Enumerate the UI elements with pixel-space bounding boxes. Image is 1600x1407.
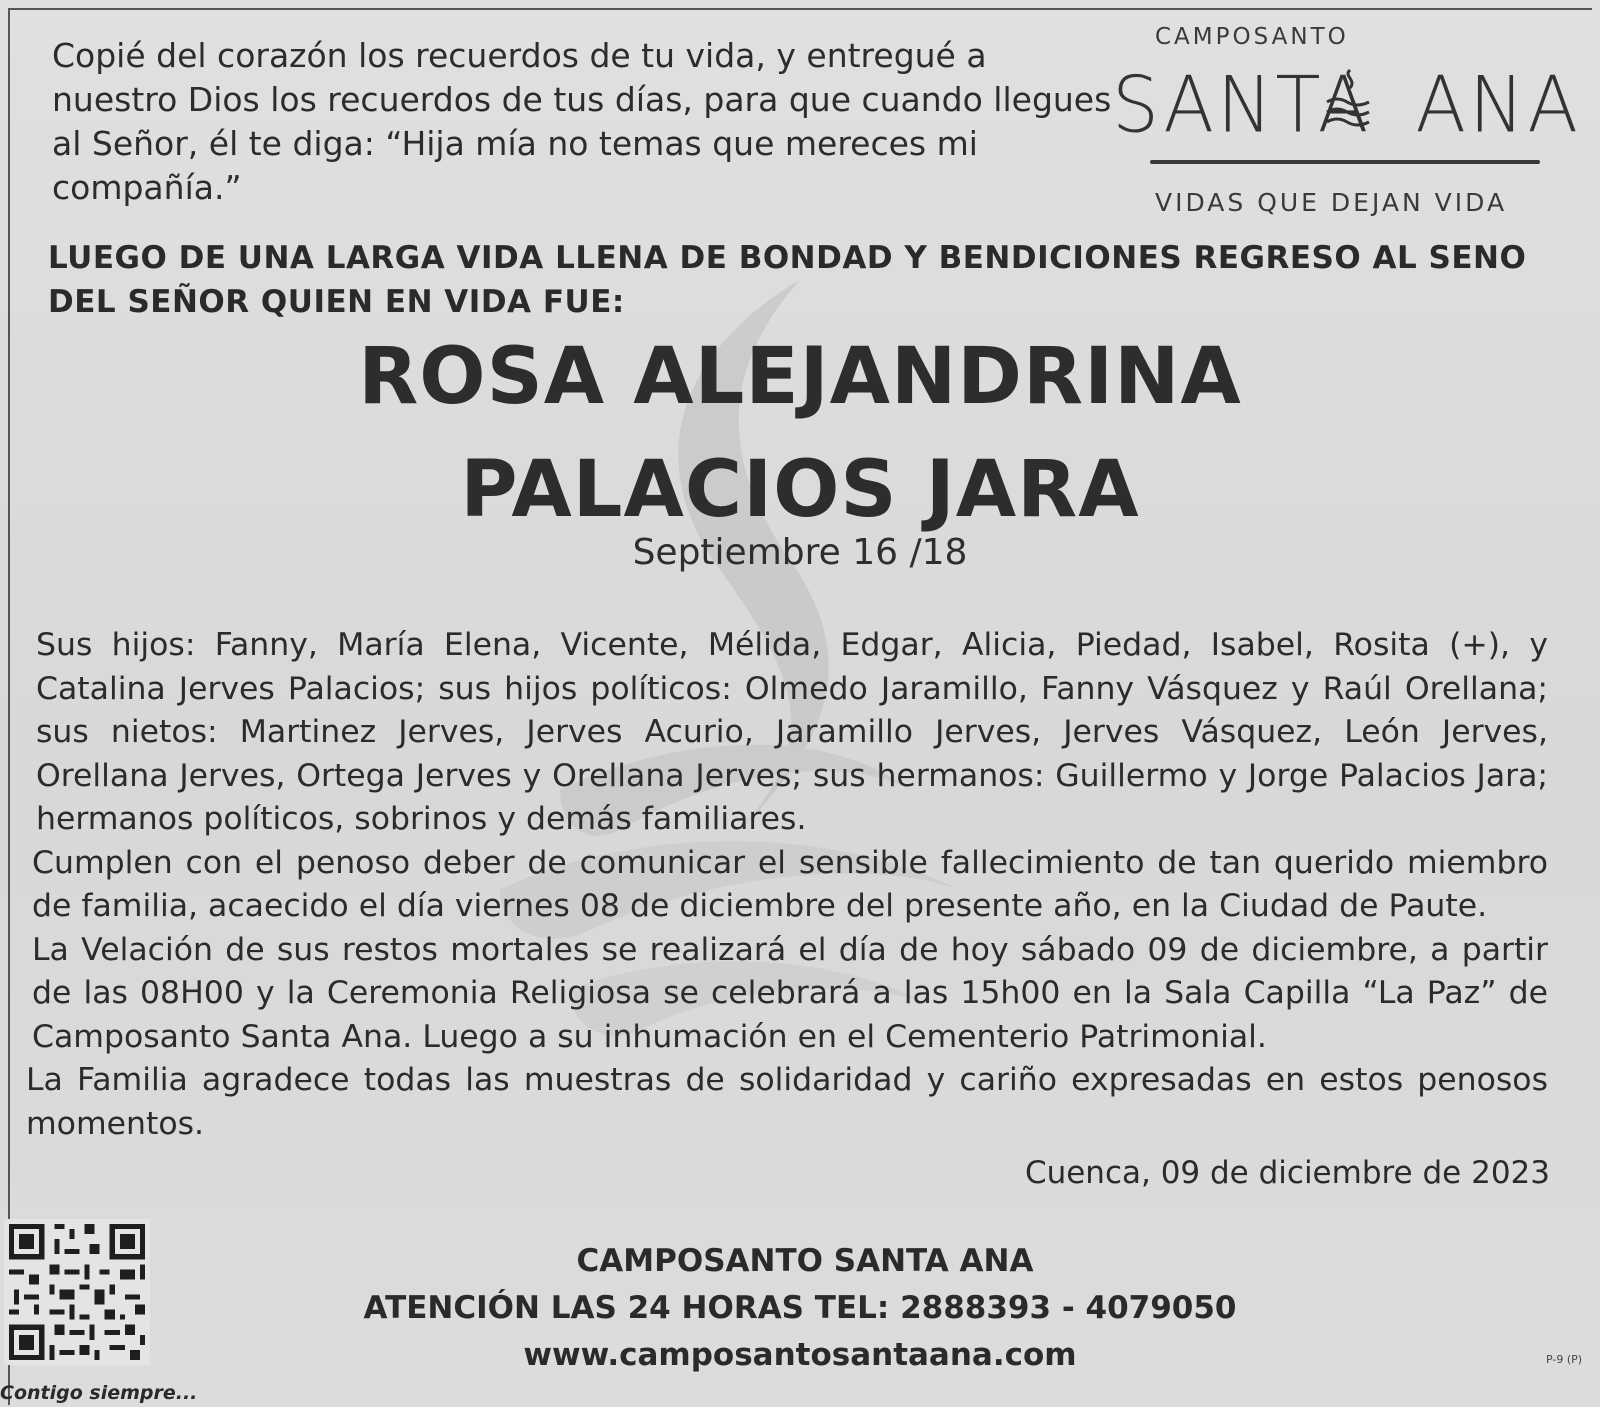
place-and-date: Cuenca, 09 de diciembre de 2023: [1024, 1155, 1550, 1191]
obituary-body: [26, 624, 1548, 1146]
footer-company-name: CAMPOSANTO SANTA ANA: [576, 1243, 1034, 1279]
logo-top-text: CAMPOSANTO: [1155, 24, 1349, 50]
slogan-text: Contigo siempre...: [0, 1382, 198, 1404]
footer-website: www.camposantosantaana.com: [523, 1337, 1077, 1373]
announcement-paragraph: Cumplen con el penoso deber de comunicar el sensible fallecimiento de tan querido miembro de familia, acaecido el día viernes 08 de diciembre del presente año, en la Ciudad de Paute.: [32, 844, 1548, 924]
ad-code: P-9 (P): [1546, 1353, 1583, 1366]
logo-tagline: VIDAS QUE DEJAN VIDA: [1155, 188, 1508, 217]
logo-word-right: ANA: [1415, 59, 1582, 151]
intro-text: LUEGO DE UNA LARGA VIDA LLENA DE BONDAD Y BENDICIONES REGRESO AL SENO DEL SEÑOR QUIEN EN VIDA FUE:: [48, 240, 1527, 320]
opening-quote: Copié del corazón los recuerdos de tu vida, y entregué a nuestro Dios los recuerdos de tus días, para que cuando llegues al Señor, él te diga: “Hija mía no temas que mereces mi compañía.”: [52, 36, 1112, 207]
waves-flame-icon: [1323, 68, 1373, 138]
thanks-paragraph: La Familia agradece todas las muestras de solidaridad y cariño expresadas en estos penosos momentos.: [26, 1062, 1548, 1142]
ceremony-paragraph: La Velación de sus restos mortales se realizará el día de hoy sábado 09 de diciembre, a partir de las 08H00 y la Ceremonia Religiosa se celebrará a las 15h00 en la Sala Capilla “La Paz” de Camposanto Santa Ana. Luego a su inhumación en el Cementerio Patrimonial.: [32, 931, 1548, 1055]
deceased-name-line-1: ROSA ALEJANDRINA: [358, 332, 1242, 422]
birth-date: Septiembre 16 /18: [632, 532, 968, 573]
footer-phone: ATENCIÓN LAS 24 HORAS TEL: 2888393 - 4079050: [363, 1290, 1237, 1326]
deceased-name-line-2: PALACIOS JARA: [460, 445, 1140, 535]
logo-word-left: SANTA: [1112, 59, 1372, 151]
logo-divider: [1150, 160, 1540, 164]
family-paragraph: Sus hijos: Fanny, María Elena, Vicente, Mélida, Edgar, Alicia, Piedad, Isabel, Rosita (+), y Catalina Jerves Palacios; sus hijos políticos: Olmedo Jaramillo, Fanny Vásquez y Raúl Orellana; sus nietos: Martinez Jerves, Jerves Acurio, Jaramillo Jerves, Jerves Vásquez, León Jerves, Orellana Jerves, Ortega Jerves y Orellana Jerves; sus hermanos: Guillermo y Jorge Palacios Jara; hermanos políticos, sobrinos y demás familiares.: [36, 627, 1548, 837]
camposanto-santa-ana-logo: [1112, 18, 1582, 228]
